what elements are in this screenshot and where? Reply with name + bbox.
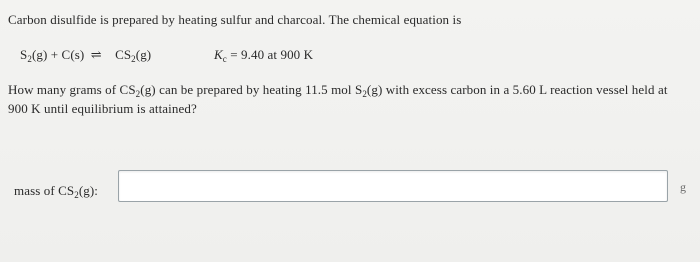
reactant-s2: S	[20, 47, 28, 62]
equilibrium-constant: $K_c = 9.40$ at 900 K	[214, 47, 314, 64]
equilibrium-arrow-icon: ⇌	[90, 47, 102, 62]
question-text-line2: 900 K until equilibrium is attained?	[8, 101, 197, 116]
unit-label: g	[680, 180, 686, 194]
problem-intro: Carbon disulfide is prepared by heating sulfur and charcoal. The chemical equation is	[8, 12, 462, 27]
reactant-state: (g) + C(s)	[31, 47, 85, 62]
mass-answer-input[interactable]	[118, 170, 668, 202]
product-cs2: CS	[115, 47, 132, 62]
chemical-equation: $S_2(g) + C(s)$ ⇌ $CS_2(g)$	[20, 47, 152, 64]
question-text-line1: How many grams of $CS_2(g)$ can be prepared by heating 11.5 mol $S_2(g)$ with excess carbon in a 5.60 L reaction vessel held at	[8, 82, 668, 99]
answer-label: mass of $CS_2(g)$:	[14, 183, 99, 200]
